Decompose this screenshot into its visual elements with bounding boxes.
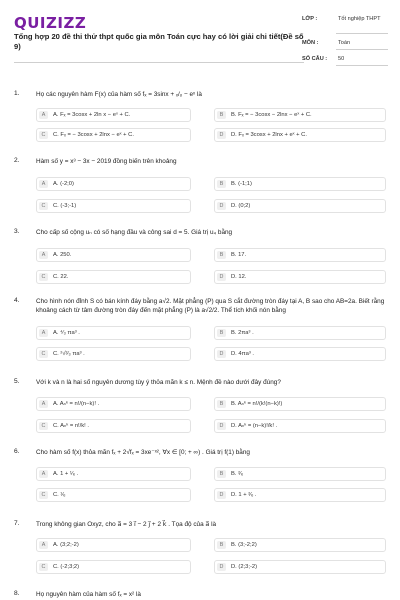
option-c[interactable] (36, 488, 191, 502)
option-letter: B (217, 400, 226, 408)
option-letter: A (39, 541, 48, 549)
option-text: C. ²√²⁄₃ πa³ . (53, 351, 85, 357)
option-letter: C (39, 131, 48, 139)
question-text: Họ nguyên hàm của hàm số fₓ = x² là (36, 591, 141, 598)
question-text: Cho hình nón đỉnh S có bán kính đáy bằng a√2. Mặt phẳng (P) qua S cắt đường tròn đáy tại A, B sao cho AB=2a. Biết rằng khoảng cách từ tâm đường tròn đáy đến mặt phẳng (P) là a√2/2. Thể tích khối nón bằng (36, 298, 385, 314)
option-letter: A (39, 329, 48, 337)
option-letter: C (39, 563, 48, 571)
option-b[interactable] (214, 538, 386, 552)
option-letter: A (39, 111, 48, 119)
option-a[interactable] (36, 108, 191, 122)
question-text: Hàm số y = x³ − 3x − 2019 đồng biến trên khoảng (36, 158, 177, 165)
question-text: Họ các nguyên hàm F(x) của hàm số fₓ = 3sinx + ₓ/ₒ − eˣ là (36, 91, 202, 98)
option-letter: D (217, 350, 226, 358)
option-d[interactable] (214, 128, 386, 142)
option-text: B. (-1;1) (231, 181, 252, 187)
option-text: C. (-2;3;2) (53, 564, 80, 570)
option-letter: C (39, 422, 48, 430)
option-text: B. Fₓ = − 3cosx − 2lnx − eˣ + C. (231, 112, 312, 118)
option-c[interactable] (36, 270, 191, 284)
option-a[interactable] (36, 177, 191, 191)
question-text: Cho cấp số cộng uₙ có số hạng đầu và công sai d = 5. Giá trị u₄ bằng (36, 229, 233, 236)
option-b[interactable] (214, 108, 386, 122)
option-text: B. ²⁄ₑ (231, 471, 244, 477)
option-letter: D (217, 273, 226, 281)
question-number: 8. (14, 590, 20, 597)
option-letter: C (39, 273, 48, 281)
option-text: C. (-3;-1) (53, 203, 77, 209)
option-b[interactable] (214, 397, 386, 411)
question-number: 5. (14, 378, 20, 385)
option-letter: C (39, 350, 48, 358)
option-c[interactable] (36, 347, 191, 361)
option-letter: A (39, 400, 48, 408)
option-a[interactable] (36, 538, 191, 552)
option-text: A. (-2;0) (53, 181, 74, 187)
option-letter: A (39, 180, 48, 188)
question-number: 6. (14, 448, 20, 455)
meta-subject-value: Toán (338, 40, 351, 46)
option-text: D. 12. (231, 274, 247, 280)
option-text: B. Aₙᵏ = n!/(k!(n−k)!) (231, 401, 283, 407)
option-text: A. 1 + ¹⁄ₑ . (53, 471, 79, 477)
option-b[interactable] (214, 467, 386, 481)
option-letter: D (217, 563, 226, 571)
question-number: 1. (14, 90, 20, 97)
option-c[interactable] (36, 199, 191, 213)
question-text: Trong không gian Oxyz, cho a⃗ = 3 i⃗ − 2 j⃗ + 2 k⃗ . Tọa độ của a⃗ là (36, 521, 217, 528)
question-number: 2. (14, 157, 20, 164)
option-a[interactable] (36, 397, 191, 411)
meta-subject-label: MÔN : (302, 40, 319, 46)
meta-class-label: LỚP : (302, 16, 318, 22)
option-letter: B (217, 541, 226, 549)
option-b[interactable] (214, 248, 386, 262)
question-number: 3. (14, 228, 20, 235)
meta-count-value: 50 (338, 56, 345, 62)
option-text: B. 17. (231, 252, 247, 258)
option-letter: C (39, 491, 48, 499)
option-letter: D (217, 131, 226, 139)
option-letter: A (39, 470, 48, 478)
option-letter: B (217, 251, 226, 259)
option-letter: B (217, 470, 226, 478)
option-text: D. (0;2) (231, 203, 251, 209)
option-text: A. (3;2;-2) (53, 542, 79, 548)
option-text: C. Aₙᵏ = n!/k! . (53, 423, 90, 429)
option-c[interactable] (36, 560, 191, 574)
option-d[interactable] (214, 488, 386, 502)
option-a[interactable] (36, 248, 191, 262)
meta-class-underline (336, 33, 388, 34)
question-number: 4. (14, 297, 20, 304)
meta-count-underline (336, 65, 388, 66)
question-text: Với k và n là hai số nguyên dương tùy ý thỏa mãn k ≤ n. Mệnh đề nào dưới đây đúng? (36, 379, 281, 386)
meta-count-label: SỐ CÂU : (302, 56, 328, 62)
question-number: 7. (14, 520, 20, 527)
option-a[interactable] (36, 467, 191, 481)
option-letter: B (217, 329, 226, 337)
option-b[interactable] (214, 177, 386, 191)
option-letter: D (217, 202, 226, 210)
option-text: B. (3;-2;2) (231, 542, 257, 548)
option-text: D. 4πa³ . (231, 351, 255, 357)
option-text: B. 2πa³ . (231, 330, 254, 336)
option-text: A. ⁴⁄₃ πa³ . (53, 330, 80, 336)
option-text: D. Fₓ = 3cosx + 2lnx + eˣ + C. (231, 132, 307, 138)
document-header (0, 0, 400, 78)
option-text: C. 22. (53, 274, 69, 280)
option-a[interactable] (36, 326, 191, 340)
option-text: A. Fₓ = 3cosx + 2ln x − eˣ + C. (53, 112, 131, 118)
option-d[interactable] (214, 560, 386, 574)
option-text: C. ¹⁄ₑ (53, 492, 66, 498)
option-c[interactable] (36, 419, 191, 433)
option-d[interactable] (214, 347, 386, 361)
option-d[interactable] (214, 199, 386, 213)
meta-class-value: Tốt nghiệp THPT (338, 16, 381, 22)
option-text: D. (2;3;-2) (231, 564, 258, 570)
title-underline (14, 62, 304, 63)
option-text: A. Aₙᵏ = n!/(n−k)! . (53, 401, 100, 407)
meta-info (302, 12, 388, 70)
meta-subject-underline (336, 49, 388, 50)
document-title: Tổng hợp 20 đề thi thử thpt quốc gia môn Toán cực hay có lời giải chi tiết(Đề số 9) (14, 32, 304, 51)
option-letter: B (217, 111, 226, 119)
option-d[interactable] (214, 419, 386, 433)
quizizz-logo: QUIZIZZ (14, 14, 87, 32)
option-letter: C (39, 202, 48, 210)
option-letter: B (217, 180, 226, 188)
option-letter: D (217, 422, 226, 430)
option-text: D. Aₙᵏ = (n−k)!/k! . (231, 423, 278, 429)
option-c[interactable] (36, 128, 191, 142)
question-text: Cho hàm số f(x) thỏa mãn fₓ + 2√fₓ = 3xe⁻ˣ², ∀x ∈ [0; + ∞) . Giá trị f(1) bằng (36, 449, 250, 456)
option-letter: A (39, 251, 48, 259)
option-text: D. 1 + ²⁄ₑ . (231, 492, 257, 498)
option-letter: D (217, 491, 226, 499)
option-b[interactable] (214, 326, 386, 340)
option-text: A. 250. (53, 252, 72, 258)
option-d[interactable] (214, 270, 386, 284)
option-text: C. Fₓ = − 3cosx + 2lnx − eˣ + C. (53, 132, 134, 138)
